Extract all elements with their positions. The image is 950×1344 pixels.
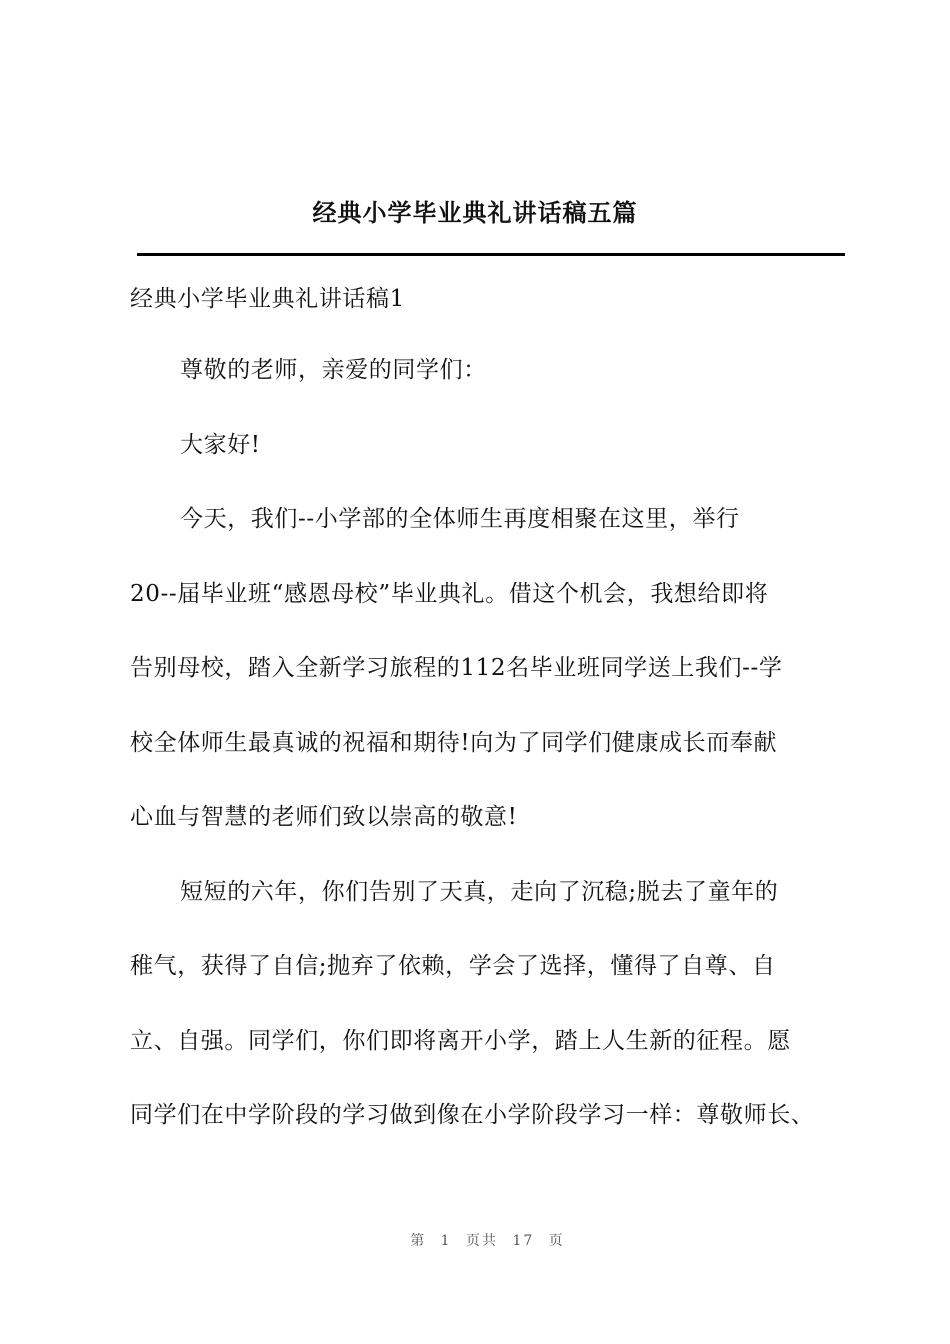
- title-underline: [137, 253, 845, 256]
- body-line: 同学们在中学阶段的学习做到像在小学阶段学习一样：尊敬师长、: [130, 1102, 815, 1128]
- greeting-line: 大家好!: [180, 432, 261, 458]
- body-line: 告别母校，踏入全新学习旅程的112名毕业班同学送上我们--学: [130, 655, 783, 681]
- body-line: 短短的六年，你们告别了天真，走向了沉稳;脱去了童年的: [180, 879, 779, 905]
- page-number-footer: 第 1 页共 17 页: [410, 1233, 565, 1249]
- salutation-line: 尊敬的老师，亲爱的同学们：: [180, 357, 487, 383]
- body-line: 稚气，获得了自信;抛弃了依赖，学会了选择，懂得了自尊、自: [130, 953, 776, 979]
- document-title: 经典小学毕业典礼讲话稿五篇: [312, 198, 638, 227]
- body-line: 20--届毕业班“感恩母校”毕业典礼。借这个机会，我想给即将: [130, 581, 769, 607]
- body-line: 心血与智慧的老师们致以崇高的敬意!: [130, 804, 518, 830]
- body-line: 校全体师生最真诚的祝福和期待!向为了同学们健康成长而奉献: [130, 730, 778, 756]
- body-line: 今天，我们--小学部的全体师生再度相聚在这里，举行: [180, 506, 740, 532]
- body-line: 立、自强。同学们，你们即将离开小学，踏上人生新的征程。愿: [130, 1028, 791, 1054]
- section-heading: 经典小学毕业典礼讲话稿1: [130, 286, 405, 312]
